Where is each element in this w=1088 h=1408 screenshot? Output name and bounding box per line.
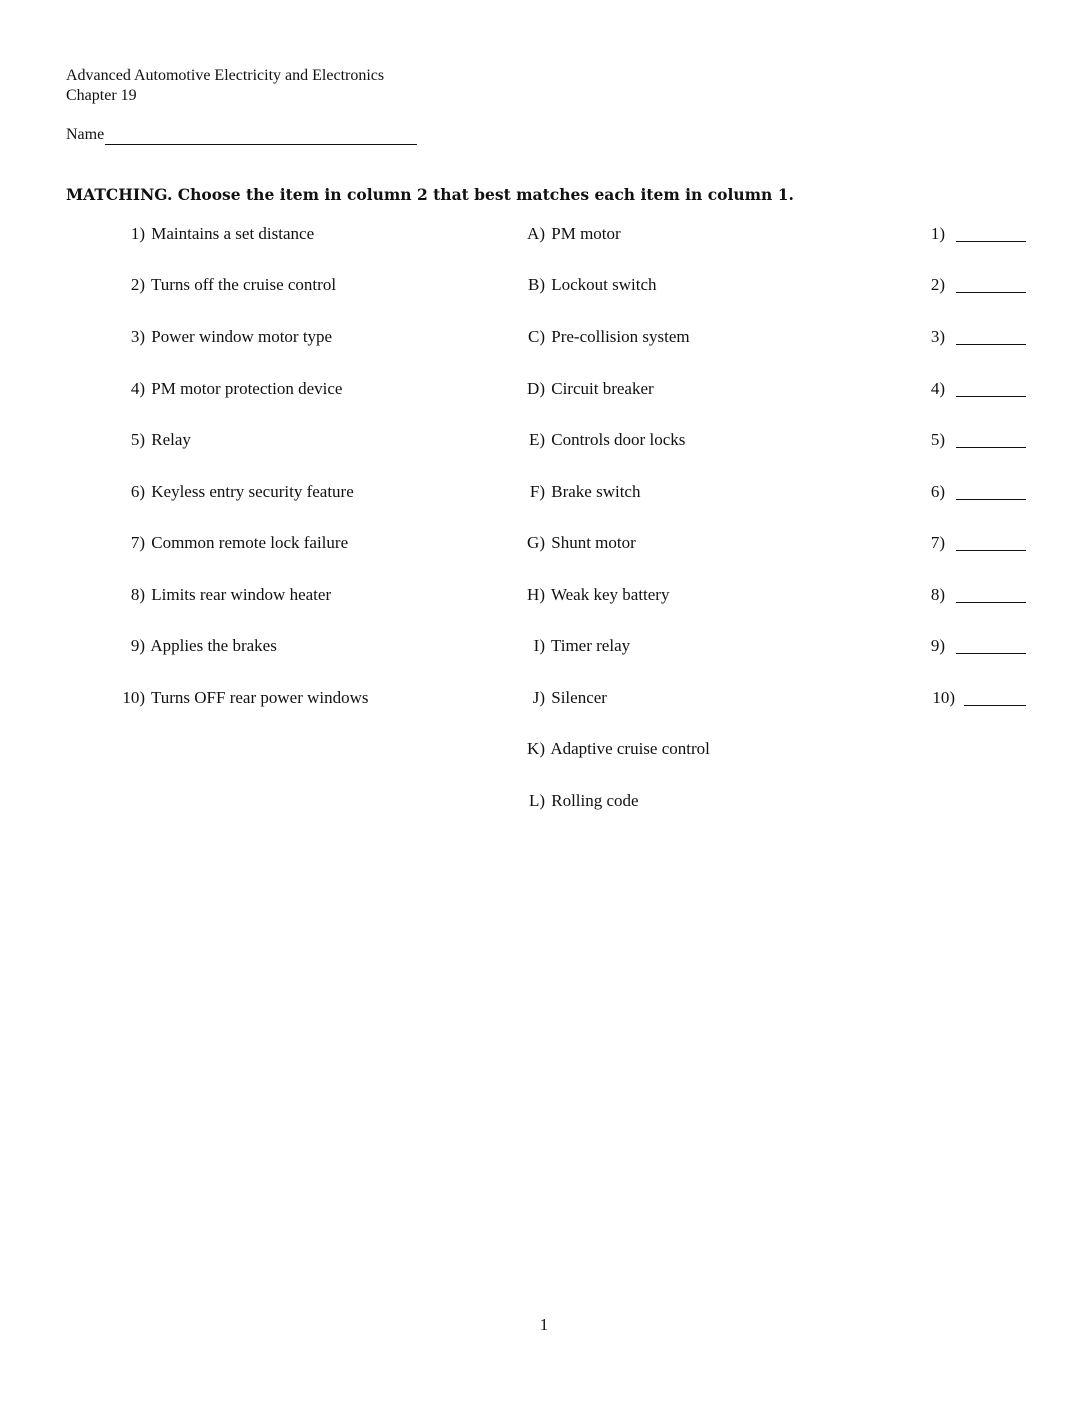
answer-slot bbox=[900, 480, 1026, 504]
option-letter: H) bbox=[527, 585, 545, 604]
item-text: Common remote lock failure bbox=[151, 533, 349, 552]
column2-option bbox=[505, 273, 825, 297]
item-number: 8) bbox=[130, 585, 145, 604]
option-letter: B) bbox=[528, 275, 545, 294]
item-number: 6) bbox=[130, 482, 145, 501]
answer-number: 9) bbox=[930, 636, 945, 655]
item-number: 1) bbox=[130, 224, 145, 243]
match-row bbox=[0, 789, 1088, 813]
option-text: PM motor bbox=[551, 224, 621, 243]
column1-item bbox=[100, 222, 400, 246]
item-number: 3) bbox=[130, 327, 145, 346]
option-letter: A) bbox=[527, 224, 545, 243]
option-letter: C) bbox=[528, 327, 545, 346]
match-row bbox=[0, 325, 1088, 349]
option-text: Silencer bbox=[551, 688, 607, 707]
column2-option bbox=[505, 325, 825, 349]
option-text: Adaptive cruise control bbox=[550, 739, 710, 758]
item-number: 2) bbox=[130, 275, 145, 294]
column1-item bbox=[100, 273, 400, 297]
item-text: Power window motor type bbox=[151, 327, 333, 346]
column1-item bbox=[100, 686, 400, 710]
item-number: 5) bbox=[130, 430, 145, 449]
answer-slot bbox=[900, 686, 1026, 710]
column2-option bbox=[505, 583, 825, 607]
answer-number: 10) bbox=[932, 688, 955, 707]
answer-slot bbox=[900, 583, 1026, 607]
name-label: Name bbox=[66, 126, 105, 143]
page-number: 1 bbox=[539, 1315, 549, 1334]
column2-option bbox=[505, 737, 825, 761]
option-letter: J) bbox=[532, 688, 545, 707]
answer-number: 6) bbox=[930, 482, 945, 501]
column1-item bbox=[100, 634, 400, 658]
answer-slot bbox=[900, 428, 1026, 452]
answer-blank[interactable] bbox=[956, 602, 1026, 603]
match-row bbox=[0, 222, 1088, 246]
option-text: Lockout switch bbox=[551, 275, 657, 294]
option-text: Circuit breaker bbox=[551, 379, 654, 398]
match-row bbox=[0, 531, 1088, 555]
chapter-label: Chapter 19 bbox=[66, 87, 137, 104]
answer-slot bbox=[900, 634, 1026, 658]
answer-blank[interactable] bbox=[956, 653, 1026, 654]
answer-number: 1) bbox=[930, 224, 945, 243]
answer-slot bbox=[900, 325, 1026, 349]
answer-number: 7) bbox=[930, 533, 945, 552]
option-letter: I) bbox=[533, 636, 545, 655]
item-text: Limits rear window heater bbox=[151, 585, 332, 604]
item-number: 10) bbox=[122, 688, 145, 707]
answer-blank[interactable] bbox=[956, 241, 1026, 242]
item-text: Keyless entry security feature bbox=[151, 482, 354, 501]
item-text: Turns off the cruise control bbox=[150, 275, 337, 294]
option-letter: D) bbox=[527, 379, 545, 398]
column2-option bbox=[505, 377, 825, 401]
column1-item bbox=[100, 531, 400, 555]
match-row bbox=[0, 686, 1088, 710]
answer-slot bbox=[900, 531, 1026, 555]
item-text: Turns OFF rear power windows bbox=[150, 688, 369, 707]
item-number: 4) bbox=[130, 379, 145, 398]
item-text: Relay bbox=[151, 430, 191, 449]
column1-item bbox=[100, 480, 400, 504]
answer-number: 8) bbox=[930, 585, 945, 604]
column2-option bbox=[505, 634, 825, 658]
item-text: Maintains a set distance bbox=[151, 224, 315, 243]
option-letter: F) bbox=[529, 482, 545, 501]
option-letter: L) bbox=[528, 791, 545, 810]
answer-slot bbox=[900, 222, 1026, 246]
option-text: Brake switch bbox=[551, 482, 641, 501]
match-row bbox=[0, 634, 1088, 658]
answer-number: 5) bbox=[930, 430, 945, 449]
item-text: PM motor protection device bbox=[151, 379, 343, 398]
option-text: Rolling code bbox=[551, 791, 639, 810]
item-number: 7) bbox=[130, 533, 145, 552]
option-letter: E) bbox=[528, 430, 545, 449]
column1-item bbox=[100, 377, 400, 401]
name-blank[interactable] bbox=[105, 124, 417, 145]
match-row bbox=[0, 273, 1088, 297]
option-text: Weak key battery bbox=[550, 585, 670, 604]
option-letter: K) bbox=[527, 739, 545, 758]
answer-blank[interactable] bbox=[964, 705, 1026, 706]
answer-number: 3) bbox=[930, 327, 945, 346]
option-letter: G) bbox=[527, 533, 545, 552]
answer-number: 4) bbox=[930, 379, 945, 398]
answer-blank[interactable] bbox=[956, 292, 1026, 293]
column1-item bbox=[100, 428, 400, 452]
answer-slot bbox=[900, 273, 1026, 297]
item-text: Applies the brakes bbox=[150, 636, 277, 655]
instructions: MATCHING. Choose the item in column 2 that best matches each item in column 1. bbox=[66, 185, 794, 204]
answer-blank[interactable] bbox=[956, 396, 1026, 397]
answer-blank[interactable] bbox=[956, 499, 1026, 500]
column1-item bbox=[100, 583, 400, 607]
column2-option bbox=[505, 480, 825, 504]
column2-option bbox=[505, 686, 825, 710]
item-number: 9) bbox=[130, 636, 145, 655]
answer-blank[interactable] bbox=[956, 344, 1026, 345]
answer-blank[interactable] bbox=[956, 447, 1026, 448]
answer-blank[interactable] bbox=[956, 550, 1026, 551]
match-row bbox=[0, 428, 1088, 452]
match-row bbox=[0, 377, 1088, 401]
column2-option bbox=[505, 531, 825, 555]
option-text: Pre-collision system bbox=[551, 327, 690, 346]
option-text: Shunt motor bbox=[551, 533, 636, 552]
match-row bbox=[0, 480, 1088, 504]
option-text: Controls door locks bbox=[551, 430, 686, 449]
answer-slot bbox=[900, 377, 1026, 401]
match-row bbox=[0, 583, 1088, 607]
column1-item bbox=[100, 325, 400, 349]
option-text: Timer relay bbox=[550, 636, 631, 655]
column2-option bbox=[505, 222, 825, 246]
column2-option bbox=[505, 428, 825, 452]
column2-option bbox=[505, 789, 825, 813]
course-title: Advanced Automotive Electricity and Electronics bbox=[66, 67, 385, 84]
match-row bbox=[0, 737, 1088, 761]
name-field bbox=[66, 124, 417, 145]
answer-number: 2) bbox=[930, 275, 945, 294]
